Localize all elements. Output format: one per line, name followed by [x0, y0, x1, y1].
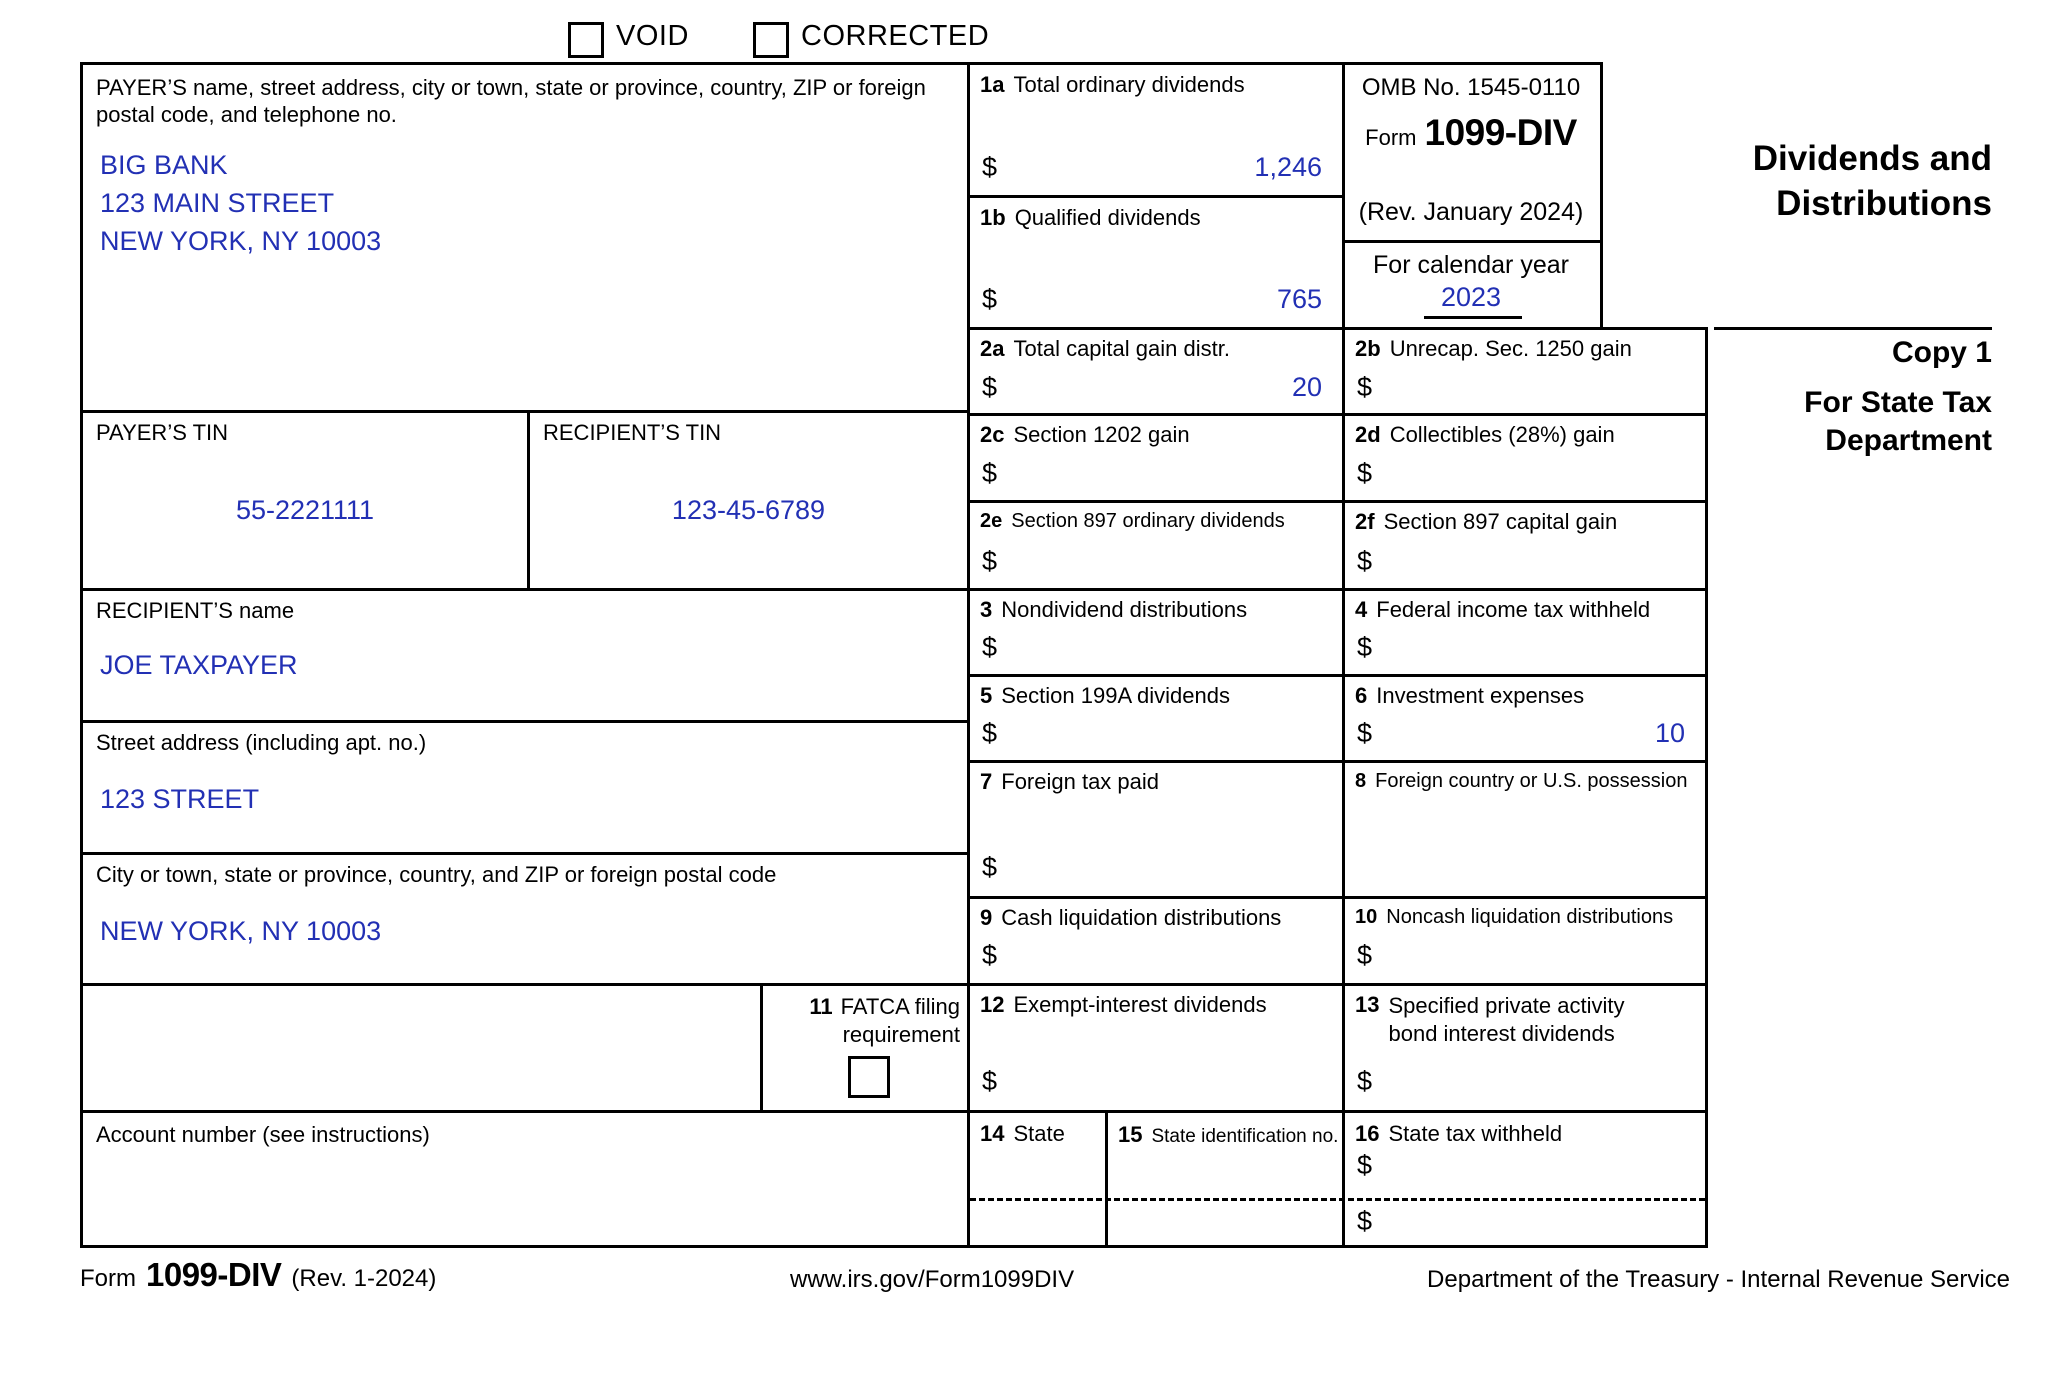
- grid-line: [967, 62, 970, 1248]
- box-2a-number: 2a: [980, 336, 1005, 361]
- box-2c-label: [980, 422, 1190, 448]
- box-1b-number: 1b: [980, 205, 1006, 230]
- box-2a-label: [980, 336, 1230, 362]
- payer-name-value[interactable]: BIG BANK: [100, 150, 228, 180]
- box-4-title: Federal income tax withheld: [1376, 597, 1651, 622]
- box-1b-title: Qualified dividends: [1014, 205, 1201, 230]
- box-15-number: 15: [1118, 1122, 1143, 1147]
- recipient-tin-label: RECIPIENT’S TIN: [543, 420, 722, 445]
- grid-line: [80, 1245, 1708, 1248]
- box-16-currency-row2: $: [1357, 1206, 1373, 1236]
- payer-tin-label: PAYER’S TIN: [96, 420, 229, 445]
- box-8-label: [1355, 770, 1688, 793]
- street-address-value[interactable]: 123 STREET: [100, 784, 260, 814]
- grid-line: [967, 674, 1708, 677]
- box-15-label: [1118, 1122, 1338, 1148]
- box-12-number: 12: [980, 992, 1005, 1017]
- footer-form-word: Form: [80, 1265, 136, 1292]
- year-underline: [1424, 316, 1522, 319]
- account-number-label: Account number (see instructions): [96, 1122, 430, 1147]
- box-7-currency: $: [982, 852, 998, 882]
- grid-line: [80, 588, 1708, 591]
- box-5-label: [980, 683, 1230, 709]
- box-6-value[interactable]: 10: [1654, 718, 1685, 748]
- box-2d-number: 2d: [1355, 422, 1381, 447]
- footer-agency: Department of the Treasury - Internal Revenue Service: [1427, 1266, 2010, 1293]
- box-1a-number: 1a: [980, 72, 1005, 97]
- box-16-label: [1355, 1121, 1562, 1147]
- box-10-title: Noncash liquidation distributions: [1386, 906, 1674, 928]
- box-1a-label: [980, 72, 1245, 98]
- box-1a-title: Total ordinary dividends: [1013, 72, 1245, 97]
- footer-url: www.irs.gov/Form1099DIV: [790, 1266, 1075, 1293]
- grid-line: [80, 410, 970, 413]
- box-9-number: 9: [980, 905, 993, 930]
- form-word: Form: [1365, 125, 1417, 150]
- grid-line: [1342, 240, 1603, 243]
- box-9-label: [980, 905, 1281, 931]
- payer-tin-value[interactable]: 55-2221111: [235, 495, 375, 525]
- box-14-number: 14: [980, 1121, 1005, 1146]
- box-11-title-line1: FATCA filing: [840, 994, 960, 1019]
- box-2d-label: [1355, 422, 1615, 448]
- form-number-block: [1342, 112, 1600, 154]
- void-label: VOID: [616, 20, 689, 52]
- box-11-title-line2: requirement: [842, 1022, 960, 1047]
- payer-city-value[interactable]: NEW YORK, NY 10003: [100, 226, 382, 256]
- box-9-title: Cash liquidation distributions: [1001, 905, 1282, 930]
- box-4-number: 4: [1355, 597, 1368, 622]
- payer-street-value[interactable]: 123 MAIN STREET: [100, 188, 335, 218]
- box-13-title: Specified private activity bond interest dividends: [1388, 993, 1625, 1046]
- box-2f-currency: $: [1357, 546, 1373, 576]
- grid-line: [967, 760, 1708, 763]
- box-3-currency: $: [982, 632, 998, 662]
- form-title: [1600, 136, 1992, 226]
- form-title-line2: Distributions: [1776, 184, 1992, 223]
- box-15-title: State identification no.: [1151, 1126, 1339, 1147]
- box-3-title: Nondividend distributions: [1001, 597, 1248, 622]
- box-13-number: 13: [1355, 992, 1380, 1017]
- box-13-label: [1355, 992, 1660, 1048]
- calendar-year-label: For calendar year: [1373, 251, 1569, 279]
- street-address-label: Street address (including apt. no.): [96, 730, 427, 755]
- grid-line: [760, 983, 763, 1113]
- box-11-number: 11: [809, 994, 833, 1019]
- grid-line: [967, 195, 1345, 198]
- box-2b-number: 2b: [1355, 336, 1381, 361]
- corrected-label: CORRECTED: [801, 20, 990, 52]
- fatca-checkbox[interactable]: [848, 1056, 890, 1098]
- void-checkbox[interactable]: [568, 22, 604, 58]
- box-2a-title: Total capital gain distr.: [1013, 336, 1230, 361]
- box-16-currency-row1: $: [1357, 1150, 1373, 1180]
- box-3-label: [980, 597, 1247, 623]
- box-2e-label: [980, 510, 1285, 533]
- box-2d-title: Collectibles (28%) gain: [1389, 422, 1615, 447]
- payer-block-label: PAYER’S name, street address, city or town, state or province, country, ZIP or foreign postal code, and telephone no.: [96, 75, 926, 127]
- city-label: City or town, state or province, country, and ZIP or foreign postal code: [96, 862, 777, 887]
- box-1a-currency: $: [982, 152, 998, 182]
- box-1b-value[interactable]: 765: [1276, 284, 1322, 314]
- box-2f-title: Section 897 capital gain: [1383, 509, 1618, 534]
- box-1a-value[interactable]: 1,246: [1254, 152, 1322, 182]
- box-16-title: State tax withheld: [1388, 1121, 1563, 1146]
- box-5-number: 5: [980, 683, 993, 708]
- box-12-title: Exempt-interest dividends: [1013, 992, 1267, 1017]
- grid-line: [80, 62, 1603, 65]
- box-5-title: Section 199A dividends: [1001, 683, 1230, 708]
- copy-destination: [1712, 384, 1992, 460]
- grid-line: [80, 983, 1708, 986]
- corrected-checkbox[interactable]: [753, 22, 789, 58]
- copy-destination-line2: Department: [1825, 424, 1992, 457]
- box-8-number: 8: [1355, 770, 1367, 792]
- box-2d-currency: $: [1357, 458, 1373, 488]
- box-6-label: [1355, 683, 1584, 709]
- grid-line: [967, 327, 1708, 330]
- footer-form-id: [80, 1256, 436, 1294]
- box-2a-value[interactable]: 20: [1291, 372, 1322, 402]
- box-9-currency: $: [982, 940, 998, 970]
- box-2e-currency: $: [982, 546, 998, 576]
- grid-line: [1105, 1110, 1108, 1248]
- box-10-label: [1355, 906, 1673, 929]
- box-2c-title: Section 1202 gain: [1013, 422, 1190, 447]
- box-2e-number: 2e: [980, 510, 1003, 532]
- box-1b-label: [980, 205, 1201, 231]
- box-2f-number: 2f: [1355, 509, 1375, 534]
- grid-line: [1705, 327, 1708, 1248]
- grid-line: [80, 852, 970, 855]
- box-2b-currency: $: [1357, 372, 1373, 402]
- box-4-currency: $: [1357, 632, 1373, 662]
- box-2b-title: Unrecap. Sec. 1250 gain: [1389, 336, 1632, 361]
- box-5-currency: $: [982, 718, 998, 748]
- footer-form-number: 1099-DIV: [146, 1256, 282, 1293]
- state-row-dashed-divider: [970, 1198, 1705, 1201]
- box-3-number: 3: [980, 597, 993, 622]
- calendar-year-value[interactable]: 2023: [1440, 282, 1502, 312]
- box-10-currency: $: [1357, 940, 1373, 970]
- box-2c-currency: $: [982, 458, 998, 488]
- grid-line: [80, 62, 83, 1248]
- box-2f-label: [1355, 509, 1617, 535]
- recipient-name-value[interactable]: JOE TAXPAYER: [100, 650, 298, 680]
- box-2b-label: [1355, 336, 1632, 362]
- box-13-currency: $: [1357, 1066, 1373, 1096]
- grid-line: [1342, 62, 1345, 1248]
- copy-destination-line1: For State Tax: [1804, 386, 1992, 419]
- box-14-title: State: [1013, 1121, 1065, 1146]
- box-12-label: [980, 992, 1267, 1018]
- box-14-label: [980, 1121, 1065, 1147]
- footer-revision: (Rev. 1-2024): [291, 1265, 437, 1292]
- box-4-label: [1355, 597, 1650, 623]
- box-7-title: Foreign tax paid: [1001, 769, 1160, 794]
- box-16-number: 16: [1355, 1121, 1380, 1146]
- grid-line: [80, 1110, 1708, 1113]
- box-6-number: 6: [1355, 683, 1368, 708]
- box-6-title: Investment expenses: [1376, 683, 1585, 708]
- box-8-title: Foreign country or U.S. possession: [1375, 770, 1688, 792]
- box-10-number: 10: [1355, 906, 1378, 928]
- grid-line: [80, 720, 970, 723]
- form-revision: (Rev. January 2024): [1358, 198, 1584, 226]
- city-value[interactable]: NEW YORK, NY 10003: [100, 916, 382, 946]
- box-6-currency: $: [1357, 718, 1373, 748]
- box-2a-currency: $: [982, 372, 998, 402]
- box-7-number: 7: [980, 769, 993, 794]
- box-2e-title: Section 897 ordinary dividends: [1011, 510, 1285, 532]
- form-number: 1099-DIV: [1424, 112, 1577, 153]
- recipient-name-label: RECIPIENT’S name: [96, 598, 295, 623]
- copy-label: Copy 1: [1891, 336, 1992, 369]
- form-title-line1: Dividends and: [1752, 139, 1992, 178]
- grid-line: [967, 413, 1708, 416]
- box-2c-number: 2c: [980, 422, 1005, 447]
- recipient-tin-value[interactable]: 123-45-6789: [671, 495, 826, 525]
- omb-number: OMB No. 1545-0110: [1361, 74, 1581, 101]
- grid-line: [1714, 327, 1992, 330]
- box-12-currency: $: [982, 1066, 998, 1096]
- box-11-fatca-label: [772, 993, 960, 1049]
- grid-line: [967, 896, 1708, 899]
- box-1b-currency: $: [982, 284, 998, 314]
- grid-line: [967, 500, 1708, 503]
- box-7-label: [980, 769, 1159, 795]
